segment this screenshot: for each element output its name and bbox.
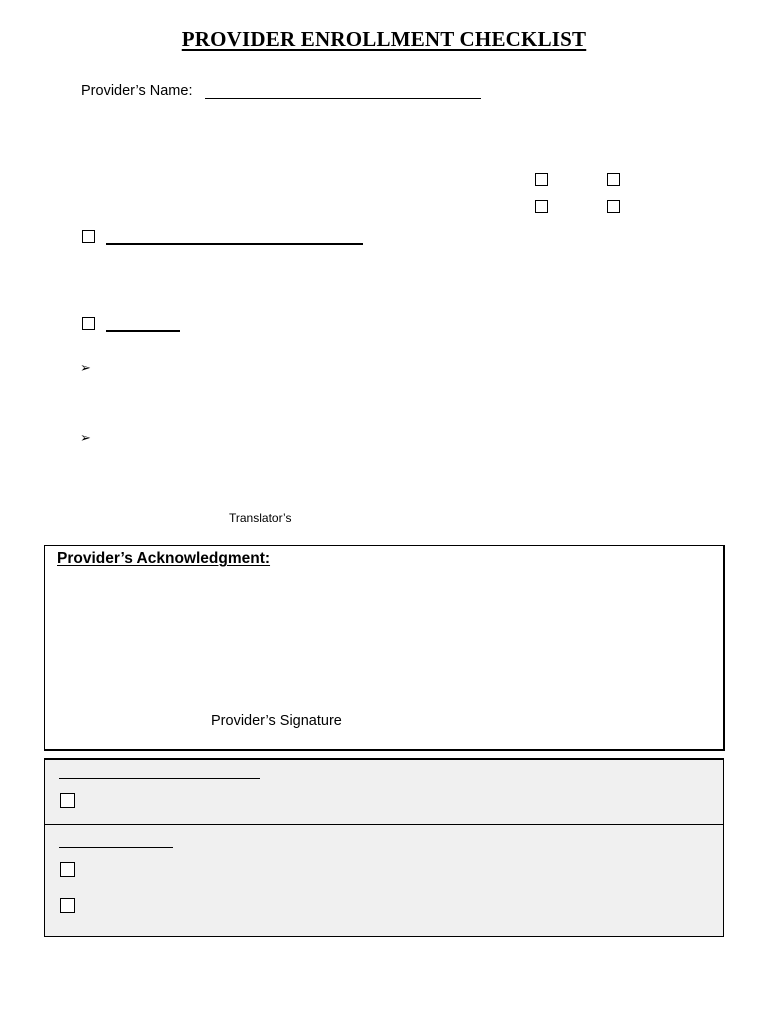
arrow-bullet-1: ➢	[80, 360, 91, 375]
checklist-item-2-checkbox[interactable]	[82, 317, 95, 330]
checklist-item-1-checkbox[interactable]	[82, 230, 95, 243]
translator-label: Translator’s	[229, 511, 292, 525]
checklist-item-1-blank-line	[106, 243, 363, 245]
office-section-1-checkbox[interactable]	[60, 793, 75, 808]
office-use-divider	[45, 824, 723, 825]
acknowledgment-box	[44, 545, 725, 751]
provider-name-field[interactable]	[205, 98, 481, 99]
arrow-bullet-2: ➢	[80, 430, 91, 445]
provider-name-label: Provider’s Name:	[81, 83, 193, 99]
office-section-2-checkbox-1[interactable]	[60, 862, 75, 877]
office-section-2-heading-line	[59, 847, 173, 848]
document-title	[0, 27, 768, 52]
provider-signature-label: Provider’s Signature	[211, 713, 342, 729]
checkbox-top-row-2-col-2[interactable]	[607, 200, 620, 213]
document-title-text: PROVIDER ENROLLMENT CHECKLIST	[181, 27, 587, 51]
checklist-item-2-blank-line	[106, 330, 180, 332]
checkbox-top-row-2-col-1[interactable]	[535, 200, 548, 213]
acknowledgment-heading: Provider’s Acknowledgment:	[57, 550, 271, 567]
office-section-1-heading-line	[59, 778, 260, 779]
checkbox-top-row-1-col-1[interactable]	[535, 173, 548, 186]
checkbox-top-row-1-col-2[interactable]	[607, 173, 620, 186]
office-section-2-checkbox-2[interactable]	[60, 898, 75, 913]
